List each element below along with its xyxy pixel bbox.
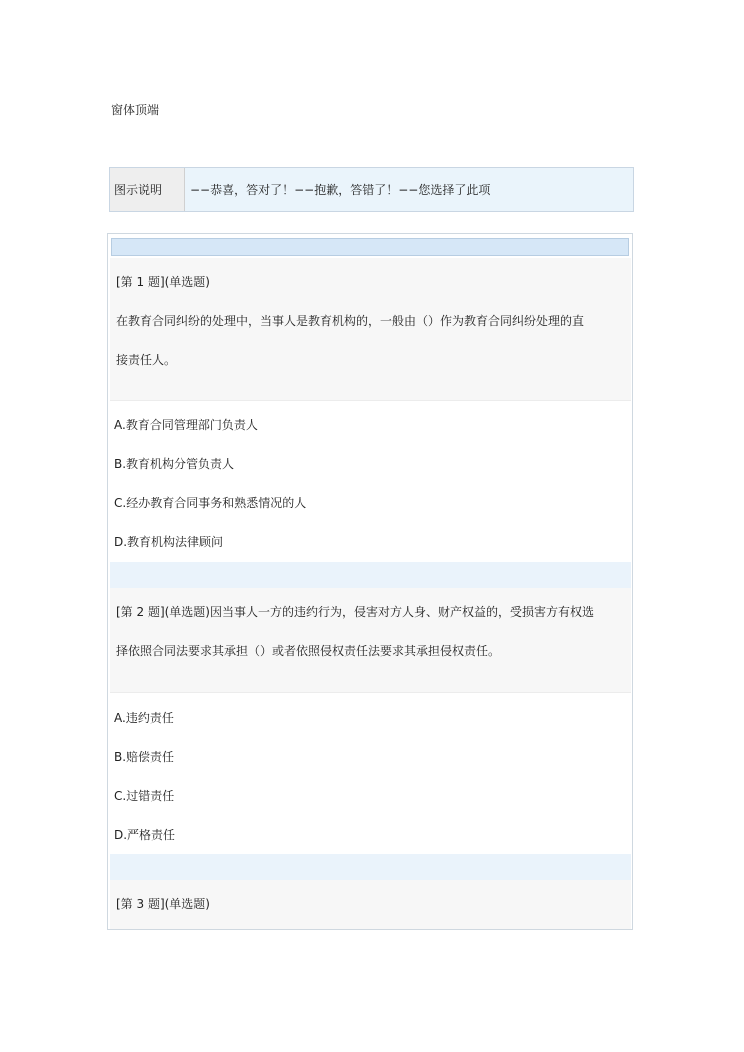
question-separator xyxy=(110,562,631,588)
question-1-text-line-2: 接责任人。 xyxy=(116,353,177,367)
question-1-option-c[interactable]: C.经办教育合同事务和熟悉情况的人 xyxy=(114,496,307,510)
question-2-option-d[interactable]: D.严格责任 xyxy=(114,828,176,842)
question-3 xyxy=(110,880,631,929)
question-1-text-line-1: 在教育合同纠纷的处理中，当事人是教育机构的，一般由（）作为教育合同纠纷处理的直 xyxy=(116,314,585,328)
quiz-panel xyxy=(107,233,633,930)
legend-label: 图示说明 xyxy=(110,168,185,211)
panel-header-bar xyxy=(111,238,629,256)
question-1-option-a[interactable]: A.教育合同管理部门负责人 xyxy=(114,418,258,432)
question-1 xyxy=(110,258,631,400)
question-1-option-b[interactable]: B.教育机构分管负责人 xyxy=(114,457,235,471)
question-3-header: [第 3 题](单选题) xyxy=(116,897,210,911)
question-2-option-b[interactable]: B.赔偿责任 xyxy=(114,750,175,764)
question-2-text-line-1: [第 2 题](单选题)因当事人一方的违约行为，侵害对方人身、财产权益的，受损害方有权选 xyxy=(116,605,594,619)
question-1-option-d[interactable]: D.教育机构法律顾问 xyxy=(114,535,224,549)
question-2-option-a[interactable]: A.违约责任 xyxy=(114,711,174,725)
question-separator xyxy=(110,854,631,880)
question-2-options xyxy=(110,692,631,854)
question-1-header: [第 1 题](单选题) xyxy=(116,275,210,289)
question-2-text-line-2: 择依照合同法要求其承担（）或者依照侵权责任法要求其承担侵权责任。 xyxy=(116,644,501,658)
question-1-options xyxy=(110,400,631,562)
question-2-option-c[interactable]: C.过错责任 xyxy=(114,789,175,803)
page-top-label: 窗体顶端 xyxy=(111,103,160,117)
question-2 xyxy=(110,588,631,692)
legend-box xyxy=(109,167,634,212)
legend-text: −−恭喜，答对了！−−抱歉，答错了！−−您选择了此项 xyxy=(185,168,633,211)
